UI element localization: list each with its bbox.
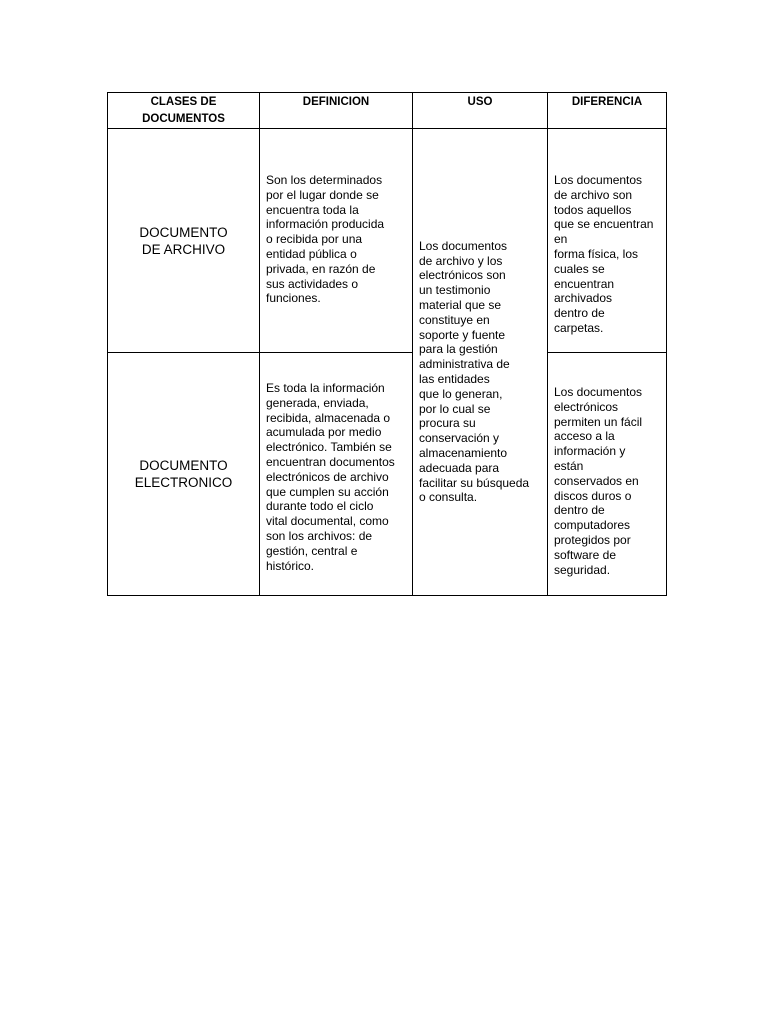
- clase-cell-electronico: [108, 353, 260, 596]
- header-diferencia: [548, 93, 667, 129]
- diferencia-cell-electronico: Los documentos electrónicos permiten un fácil acceso a la información y están conservados en discos duros o dentro de computadores protegidos por software de seguridad.: [548, 353, 667, 596]
- diferencia-cell-archivo: Los documentos de archivo son todos aquellos que se encuentran en forma física, los cuales se encuentran archivados dentro de carpetas.: [548, 129, 667, 353]
- clase-label-electronico: DOCUMENTO ELECTRONICO: [134, 458, 233, 490]
- header-definicion: [260, 93, 413, 129]
- header-definicion-label: DEFINICION: [302, 96, 370, 108]
- clase-cell-archivo: [108, 129, 260, 353]
- header-clases-label: CLASES DE DOCUMENTOS: [142, 96, 225, 125]
- uso-cell: Los documentos de archivo y los electrónicos son un testimonio material que se constituye en soporte y fuente para la gestión administrativa de las entidades que lo generan, por lo cual se procura su conservación y almacenamiento adecuada para facilitar su búsqueda o consulta.: [413, 129, 548, 596]
- table-row-documento-de-archivo: [108, 129, 667, 353]
- definicion-cell-electronico: Es toda la información generada, enviada, recibida, almacenada o acumulada por medio electrónico. También se encuentran documentos electrónicos de archivo que cumplen su acción durante todo el ciclo vital documental, como son los archivos: de gestión, central e histórico.: [260, 353, 413, 596]
- header-clases-de-documentos: [108, 93, 260, 129]
- table-row-documento-electronico: [108, 353, 667, 596]
- table-header-row: [108, 93, 667, 129]
- header-uso-label: USO: [467, 96, 493, 108]
- definicion-cell-archivo: Son los determinados por el lugar donde se encuentra toda la información producida o recibida por una entidad pública o privada, en razón de sus actividades o funciones.: [260, 129, 413, 353]
- header-uso: [413, 93, 548, 129]
- clase-label-archivo: DOCUMENTO DE ARCHIVO: [139, 224, 228, 257]
- header-diferencia-label: DIFERENCIA: [571, 96, 643, 108]
- document-classes-table: [107, 92, 667, 596]
